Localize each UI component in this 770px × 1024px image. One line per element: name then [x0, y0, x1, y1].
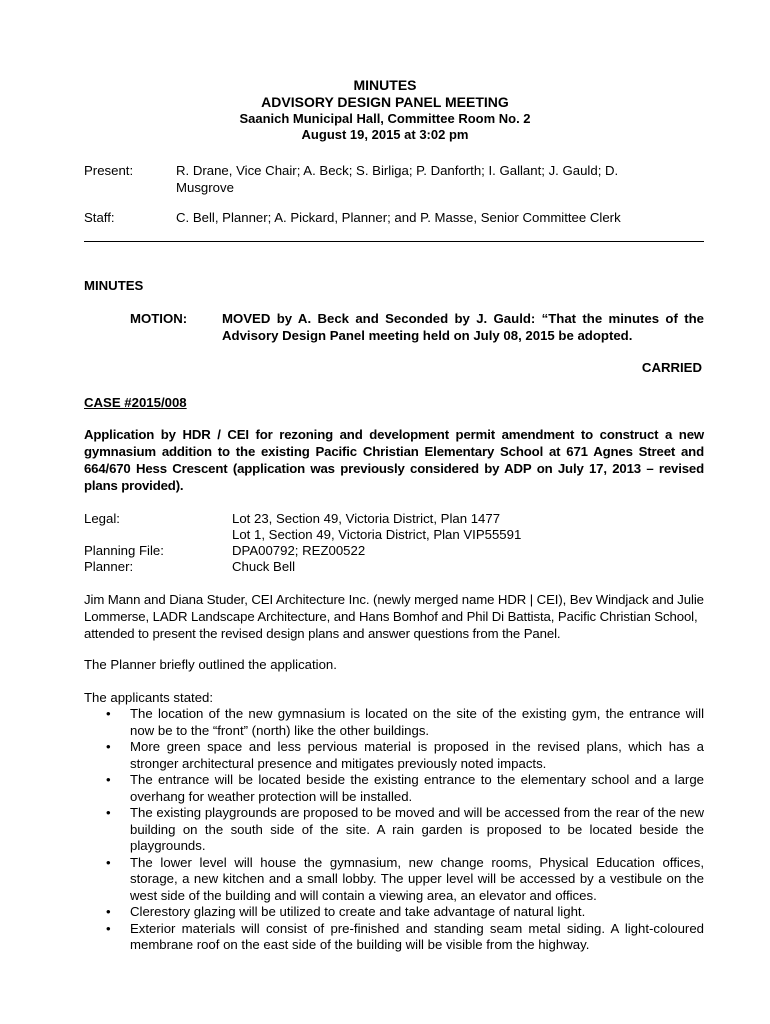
document-header: [0, 77, 770, 143]
present-value: R. Drane, Vice Chair; A. Beck; S. Birliga; P. Danforth; I. Gallant; J. Gauld; D. Musgrove: [176, 163, 619, 195]
minutes-heading: MINUTES: [84, 278, 144, 293]
motion-label: MOTION:: [130, 311, 188, 326]
meeting-date: August 19, 2015 at 3:02 pm: [301, 127, 469, 142]
application-description: Application by HDR / CEI for rezoning and development permit amendment to construct a new gymnasium addition to the existing Pacific Christian Elementary School at 671 Agnes Street and 664/670 Hess Crescent (application was previously considered by ADP on July 17, 2013 – revised plans provided).: [84, 427, 704, 493]
planner-value: Chuck Bell: [232, 559, 296, 574]
bullet-icon: •: [106, 920, 111, 936]
planner-outline: The Planner briefly outlined the application.: [84, 657, 337, 672]
meeting-location: Saanich Municipal Hall, Committee Room No. 2: [239, 111, 531, 126]
bullet-icon: •: [106, 854, 111, 870]
motion-text: MOVED by A. Beck and Seconded by J. Gauld: “That the minutes of the Advisory Design Panel meeting held on July 08, 2015 be adopted.: [222, 311, 704, 343]
attendees-paragraph: Jim Mann and Diana Studer, CEI Architecture Inc. (newly merged name HDR | CEI), Bev Windjack and Julie Lommerse, LADR Landscape Architecture, and Hans Bomhof and Phil Di Battista, Pacific Christian School, attended to present the revised design plans and answer questions from the Panel.: [84, 592, 704, 641]
bullet-icon: •: [106, 904, 111, 919]
doc-title: MINUTES: [353, 77, 417, 93]
present-label: Present:: [84, 163, 134, 178]
legal-line-2: Lot 1, Section 49, Victoria District, Plan VIP55591: [232, 527, 522, 542]
planning-file-value: DPA00792; REZ00522: [232, 543, 366, 558]
list-item: • The location of the new gymnasium is located on the site of the existing gym, the entrance will now be to the “front” (north) like the other buildings.: [106, 706, 704, 738]
case-heading: CASE #2015/008: [84, 395, 187, 410]
staff-label: Staff:: [84, 210, 115, 225]
section-divider: [84, 241, 704, 242]
list-item: • Exterior materials will consist of pre-finished and standing seam metal siding. A light-coloured membrane roof on the east side of the building will be visible from the highway.: [106, 920, 704, 952]
case-details: [84, 510, 704, 580]
list-item: • The lower level will house the gymnasium, new change rooms, Physical Education offices, storage, a new kitchen and a small lobby. The upper level will be accessed by a vestibule on the west side of the building and will contain a viewing area, an elevator and offices.: [106, 854, 704, 903]
list-item: • The entrance will be located beside the existing entrance to the elementary school and a large overhang for weather protection will be installed.: [106, 772, 704, 804]
list-item: • More green space and less pervious material is proposed in the revised plans, which has a stronger architectural presence and mitigates previously noted impacts.: [106, 739, 704, 771]
legal-label: Legal:: [84, 511, 120, 526]
bullet-icon: •: [106, 805, 111, 820]
list-item: • The existing playgrounds are proposed to be moved and will be accessed from the rear of the new building on the south side of the site. A rain garden is proposed to be located beside the playgrounds.: [106, 805, 704, 853]
applicants-intro: The applicants stated:: [84, 690, 214, 705]
applicant-statements-list: [84, 706, 704, 954]
planner-label: Planner:: [84, 559, 134, 574]
bullet-icon: •: [106, 706, 111, 721]
motion-result: CARRIED: [641, 360, 702, 375]
legal-line-1: Lot 23, Section 49, Victoria District, Plan 1477: [232, 511, 501, 526]
bullet-icon: •: [106, 739, 111, 754]
meeting-title: ADVISORY DESIGN PANEL MEETING: [261, 94, 509, 110]
list-item: • Clerestory glazing will be utilized to create and take advantage of natural light.: [106, 904, 586, 919]
staff-value: C. Bell, Planner; A. Pickard, Planner; and P. Masse, Senior Committee Clerk: [176, 210, 621, 225]
bullet-icon: •: [106, 772, 111, 787]
planning-file-label: Planning File:: [84, 543, 164, 558]
